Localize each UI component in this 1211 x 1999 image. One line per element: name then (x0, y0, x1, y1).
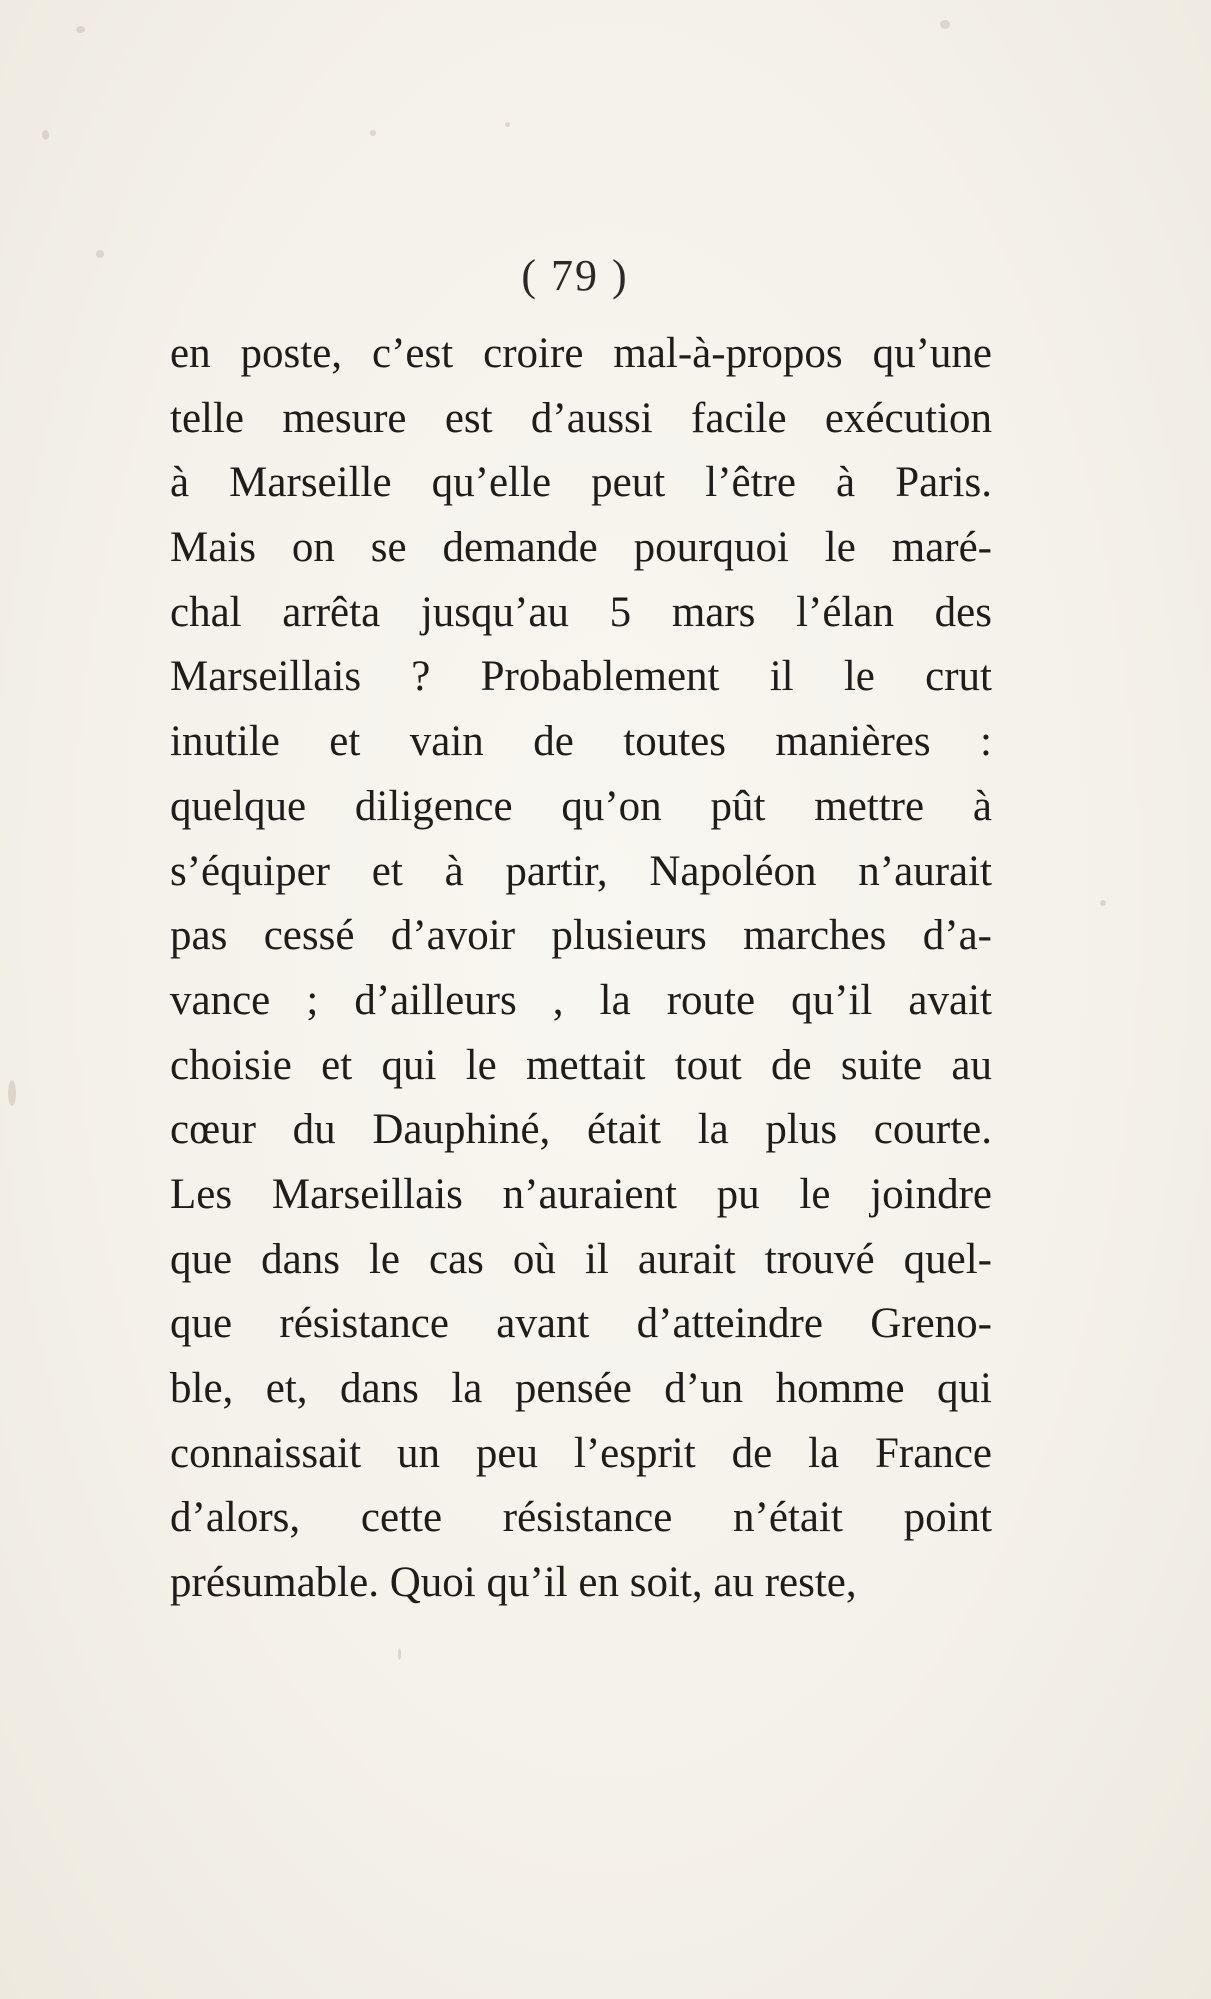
paper-speck (1100, 900, 1106, 906)
text-line: Mais on se demande pourquoi le maré- (170, 524, 992, 572)
paper-speck (8, 1080, 16, 1106)
text-line: quelque diligence qu’on pût mettre à (170, 782, 992, 830)
text-line: présumable. Quoi qu’il en soit, au reste, (170, 1559, 857, 1607)
paper-speck (96, 250, 104, 258)
paper-speck (370, 130, 376, 136)
paper-speck (76, 26, 85, 33)
text-line: chal arrêta jusqu’au 5 mars l’élan des (170, 588, 992, 636)
text-line: Marseillais ? Probablement il le crut (170, 653, 992, 701)
text-line: vance ; d’ailleurs , la route qu’il avait (170, 976, 992, 1024)
paper-speck (505, 122, 510, 127)
text-line: que dans le cas où il aurait trouvé quel- (170, 1235, 992, 1283)
text-line: en poste, c’est croire mal-à-propos qu’une (170, 330, 992, 377)
text-line: telle mesure est d’aussi facile exécution (170, 394, 992, 442)
text-line: que résistance avant d’atteindre Greno- (170, 1300, 992, 1348)
text-line: s’équiper et à partir, Napoléon n’aurait (170, 847, 992, 895)
text-line: pas cessé d’avoir plusieurs marches d’a- (170, 912, 992, 960)
text-line: inutile et vain de toutes manières : (170, 718, 992, 766)
text-line: Les Marseillais n’auraient pu le joindre (170, 1170, 992, 1218)
page-number: ( 79 ) (521, 251, 629, 300)
text-line: ble, et, dans la pensée d’un homme qui (170, 1365, 992, 1412)
paper-speck (940, 20, 950, 29)
text-line: cœur du Dauphiné, était la plus courte. (170, 1106, 992, 1154)
paper-speck (42, 130, 49, 140)
paper-speck (398, 1648, 401, 1660)
text-line: connaissait un peu l’esprit de la France (170, 1429, 992, 1477)
text-line: d’alors, cette résistance n’était point (170, 1494, 992, 1542)
body-text (170, 322, 992, 1616)
text-line: à Marseille qu’elle peut l’être à Paris. (170, 459, 992, 507)
text-line: choisie et qui le mettait tout de suite au (170, 1041, 992, 1089)
